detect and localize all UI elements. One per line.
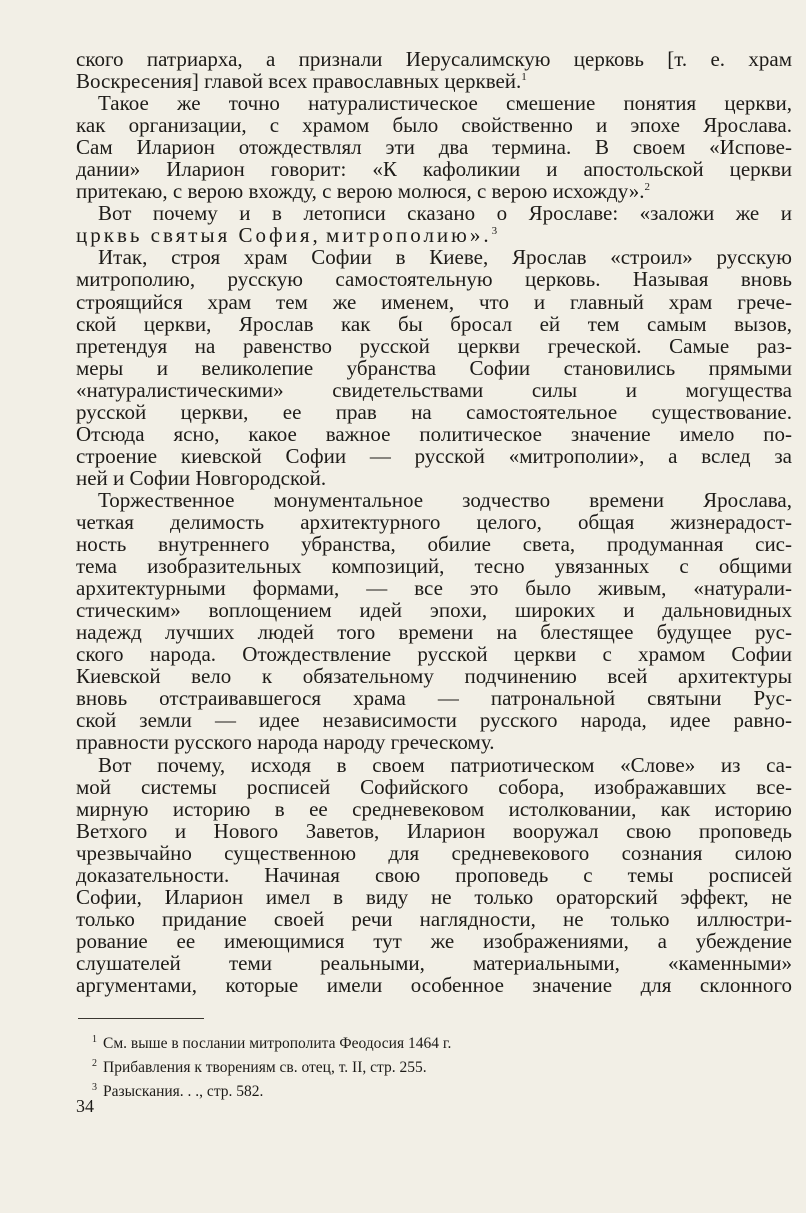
text-line: претендуя на равенство русской церкви греческой. Самые раз- (76, 333, 792, 358)
footnote-mark: 3 (92, 1082, 97, 1094)
footnote-ref: 2 (644, 181, 651, 194)
text-line: ней и Софии Новгородской. (76, 465, 327, 490)
text-line: как организации, с храмом было свойственно и эпохе Ярослава. (76, 113, 792, 138)
footnote-ref: 3 (491, 225, 498, 238)
line-text: Воскресения] главой всех православных церквей. (76, 69, 522, 94)
footnote-text: Разыскания. . ., стр. 582. (103, 1083, 264, 1101)
text-line: ность внутреннего убранства, обилие света, продуманная сис- (76, 532, 792, 557)
text-line: ского патриарха, а признали Иерусалимскую церковь [т. е. храм (76, 47, 792, 71)
spaced-quote: црквь святыя София, (76, 223, 321, 248)
text-line: Киевской вело к обязательному подчинению всей архитектуры (76, 664, 792, 689)
footnote-mark: 1 (92, 1034, 97, 1045)
text-line: дании» Иларион говорит: «К кафоликии и апостольской церкви (76, 157, 792, 182)
text-line: ской земли — идее независимости русского народа, идее равно- (76, 708, 792, 733)
text-line: правности русского народа народу греческому. (76, 730, 495, 755)
text-line: тема изобразительных композиций, тесно увязанных с общими (76, 554, 792, 579)
text-line: «натуралистическими» свидетельствами силы и могущества (76, 377, 792, 402)
footnote-text: Прибавления к творениям св. отец, т. II, стр. 255. (103, 1059, 427, 1077)
text-line: надежд лучших людей того времени на блестящее будущее рус- (76, 620, 792, 645)
text-line: мирную историю в ее средневековом истолковании, как историю (76, 796, 792, 821)
line-text: притекаю, с верою вхожду, с верою молюся, с верою исхожду». (76, 179, 645, 204)
text-line: четкая делимость архитектурного целого, общая жизнерадост- (76, 509, 792, 534)
page-number: 34 (76, 1096, 94, 1116)
text-line: Софии, Иларион имел в виду не только ораторский эффект, не (76, 884, 792, 909)
text-line (76, 180, 792, 202)
text-line: мой системы росписей Софийского собора, изображавших все- (76, 774, 792, 799)
footnote-text: См. выше в послании митрополита Феодосия 1464 г. (103, 1035, 452, 1053)
text-line: аргументами, которые имели особенное значение для склонного (76, 972, 792, 997)
footnote-mark: 2 (92, 1058, 97, 1070)
text-line: Отсюда ясно, какое важное политическое значение имело по- (76, 421, 792, 446)
text-line: чрезвычайно существенною для средневекового сознания силою (76, 840, 792, 865)
text-line: доказательности. Начиная свою проповедь с темы росписей (76, 862, 792, 887)
text-line: рование ее имеющимися тут же изображениями, а убеждение (76, 928, 792, 953)
footnote-divider (78, 1018, 204, 1019)
text-line: стическим» воплощением идей эпохи, широких и дальновидных (76, 598, 792, 623)
text-line: только придание своей речи наглядности, не только иллюстри- (76, 906, 792, 931)
text-line: ской церкви, Ярослав как бы бросал ей тем самым вызов, (76, 311, 792, 336)
text-line: митрополию, русскую самостоятельную церковь. Называя вновь (76, 267, 792, 292)
footnote (92, 1078, 692, 1102)
text-line: слушателей теми реальными, материальными, «каменными» (76, 950, 792, 975)
text-line: русской церкви, ее прав на самостоятельное существование. (76, 399, 792, 424)
text-line: Вот почему, исходя в своем патриотическом «Слове» из са- (98, 752, 792, 777)
text-line (76, 70, 792, 92)
text-line: вновь отстраивавшегося храма — патрональной святыни Рус- (76, 686, 792, 711)
footnote (92, 1054, 692, 1078)
text-line: ского народа. Отождествление русской церкви с храмом Софии (76, 642, 792, 667)
text-line: Вот почему и в летописи сказано о Ярославе: «заложи же и (98, 201, 792, 226)
body-text (76, 48, 792, 996)
text-line (76, 224, 792, 246)
text-line: Сам Иларион отождествлял эти два термина. В своем «Испове- (76, 135, 792, 160)
text-line: Такое же точно натуралистическое смешение понятия церкви, (98, 91, 792, 116)
text-line: меры и великолепие убранства Софии становились прямыми (76, 355, 792, 380)
spaced-quote: митрополию». (326, 223, 492, 248)
text-line: архитектурными формами, — все это было живым, «натурали- (76, 576, 792, 601)
footnote (92, 1030, 692, 1054)
text-line: строящийся храм тем же именем, что и главный храм грече- (76, 289, 792, 314)
text-line: Ветхого и Нового Заветов, Иларион вооружал свою проповедь (76, 818, 792, 843)
footnote-ref: 1 (521, 71, 527, 84)
text-line: Итак, строя храм Софии в Киеве, Ярослав «строил» русскую (98, 245, 792, 270)
text-line: Торжественное монументальное зодчество времени Ярослава, (98, 487, 792, 512)
text-line: строение киевской Софии — русской «митрополии», а вслед за (76, 443, 792, 468)
footnotes (92, 1030, 692, 1102)
